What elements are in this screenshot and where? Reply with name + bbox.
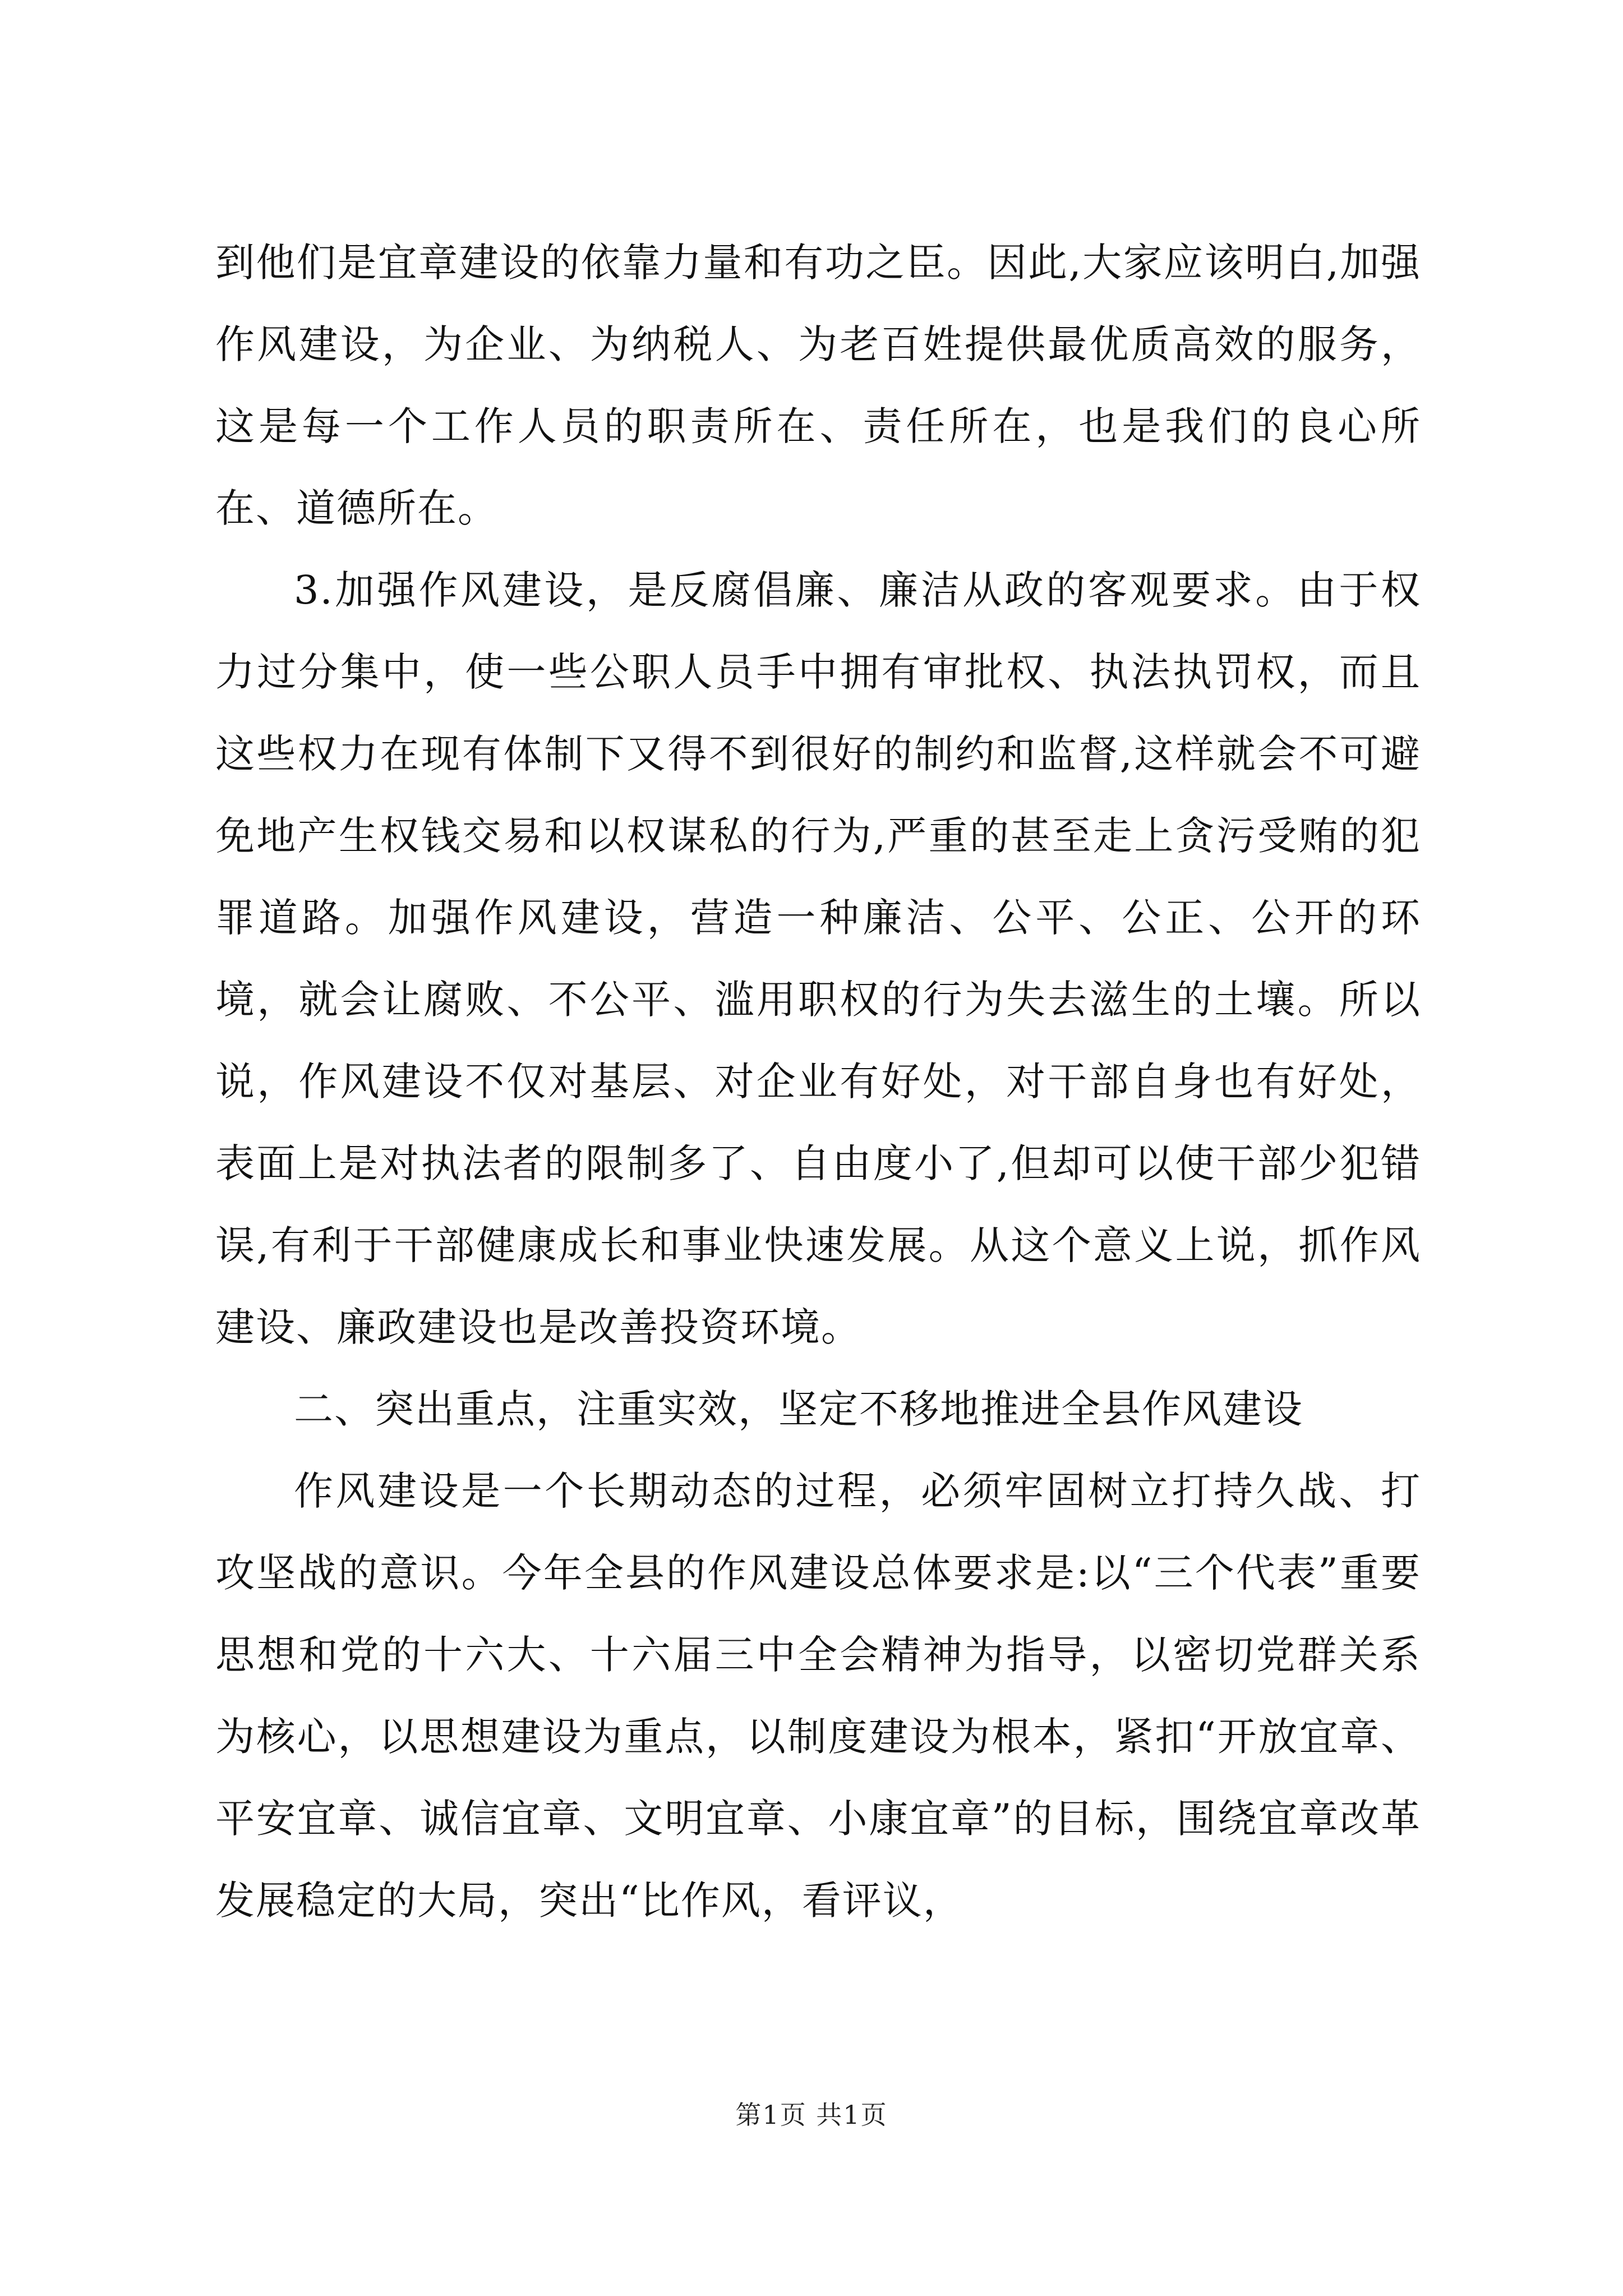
page-footer: 第1页 共1页 (735, 2100, 888, 2130)
paragraph-section-2-body: 作风建设是一个长期动态的过程，必须牢固树立打持久战、打攻坚战的意识。今年全县的作风建设总体要求是:以“三个代表”重要思想和党的十六大、十六届三中全会精神为指导，以密切党群关系为核心，以思想建设为重点，以制度建设为根本，紧扣“开放宜章、平安宜章、诚信宜章、文明宜章、小康宜章”的目标，围绕宜章改革发展稳定的大局，突出“比作风，看评议， (215, 1468, 1421, 1924)
section-heading-2: 二、突出重点，注重实效，坚定不移地推进全县作风建设 (294, 1386, 1303, 1432)
document-body (215, 222, 1421, 1941)
paragraph-point-3: 3.加强作风建设，是反腐倡廉、廉洁从政的客观要求。由于权力过分集中，使一些公职人员手中拥有审批权、执法执罚权，而且这些权力在现有体制下又得不到很好的制约和监督,这样就会不可避免地产生权钱交易和以权谋私的行为,严重的甚至走上贪污受贿的犯罪道路。加强作风建设，营造一种廉洁、公平、公正、公开的环境，就会让腐败、不公平、滥用职权的行为失去滋生的土壤。所以说，作风建设不仅对基层、对企业有好处，对干部自身也有好处，表面上是对执法者的限制多了、自由度小了,但却可以使干部少犯错误,有利于干部健康成长和事业快速发展。从这个意义上说，抓作风建设、廉政建设也是改善投资环境。 (215, 567, 1421, 1350)
paragraph-continuation: 到他们是宜章建设的依靠力量和有功之臣。因此,大家应该明白,加强作风建设，为企业、为纳税人、为老百姓提供最优质高效的服务，这是每一个工作人员的职责所在、责任所在，也是我们的良心所在、道德所在。 (215, 240, 1421, 531)
